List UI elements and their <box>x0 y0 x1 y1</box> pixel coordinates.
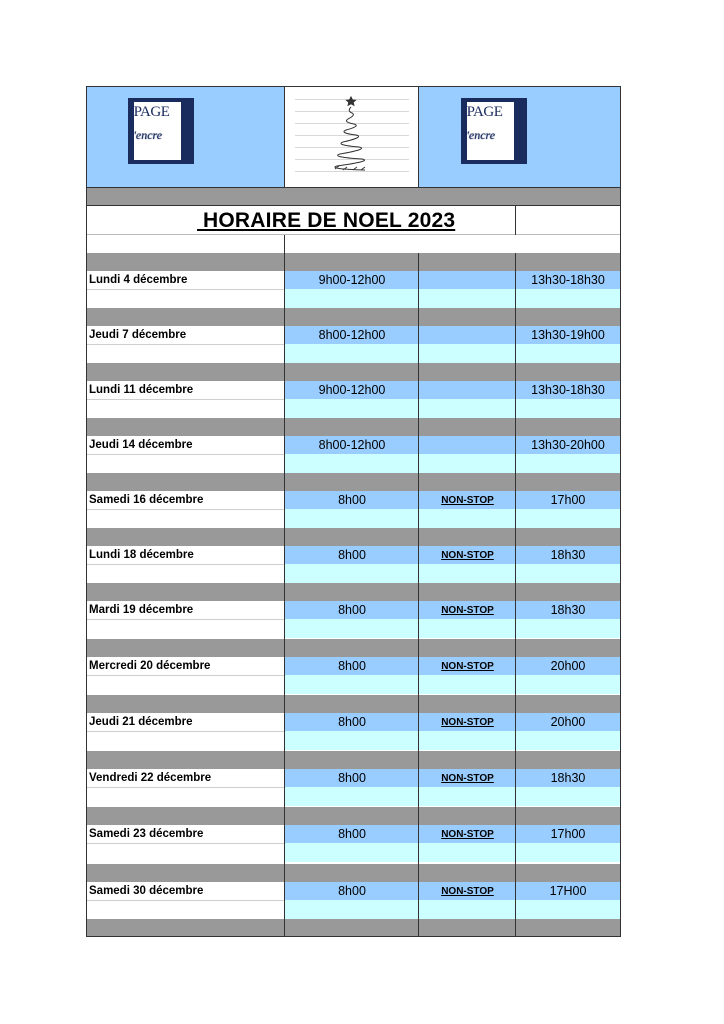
closing-time: 13h30-19h00 <box>531 328 605 342</box>
closing-time: 13h30-18h30 <box>531 383 605 397</box>
column-divider <box>284 235 285 936</box>
row-rule <box>87 675 285 676</box>
closing-time: 20h00 <box>550 659 586 673</box>
row-separator <box>87 807 620 825</box>
row-separator <box>87 473 620 491</box>
day-label: Jeudi 14 décembre <box>89 439 193 451</box>
row-separator <box>87 363 620 381</box>
row-subband <box>285 675 620 694</box>
column-divider <box>515 253 516 936</box>
row-subband <box>285 399 620 418</box>
row-separator <box>87 583 620 601</box>
row-rule <box>87 843 285 844</box>
non-stop-label: NON-STOP <box>441 605 494 616</box>
row-subband <box>285 454 620 473</box>
opening-time: 8h00 <box>338 884 366 898</box>
column-divider <box>418 87 419 188</box>
row-separator <box>87 695 620 713</box>
column-divider <box>515 205 516 235</box>
non-stop-label: NON-STOP <box>441 661 494 672</box>
opening-time: 8h00 <box>338 659 366 673</box>
row-subband <box>285 509 620 528</box>
day-label: Vendredi 22 décembre <box>89 772 212 784</box>
closing-time: 20h00 <box>550 715 586 729</box>
day-label: Jeudi 7 décembre <box>89 329 187 341</box>
bottom-band <box>87 919 620 936</box>
row-rule <box>87 454 285 455</box>
day-label: Samedi 16 décembre <box>89 494 204 506</box>
day-label: Samedi 23 décembre <box>89 828 204 840</box>
schedule-row <box>87 418 620 473</box>
row-subband <box>285 900 620 919</box>
opening-time: 8h00 <box>338 548 366 562</box>
page-encre-logo-right <box>461 98 527 164</box>
row-separator <box>87 308 620 326</box>
non-stop-label: NON-STOP <box>441 495 494 506</box>
non-stop-label <box>419 271 516 289</box>
day-label: Mercredi 20 décembre <box>89 660 211 672</box>
spacer-row <box>87 235 620 253</box>
non-stop-label: NON-STOP <box>441 550 494 561</box>
column-divider <box>284 87 285 188</box>
schedule-title: HORAIRE DE NOEL 2023 <box>197 209 456 232</box>
column-divider <box>418 253 419 936</box>
closing-time: 17h00 <box>550 827 586 841</box>
row-rule <box>87 399 285 400</box>
row-subband <box>285 619 620 638</box>
logo-word-encre: l'encre <box>130 128 163 142</box>
row-subband <box>285 843 620 862</box>
row-separator <box>87 253 620 271</box>
schedule-row <box>87 253 620 308</box>
row-subband <box>285 787 620 806</box>
non-stop-label <box>419 436 516 454</box>
non-stop-label: NON-STOP <box>441 829 494 840</box>
opening-time: 8h00 <box>338 493 366 507</box>
opening-time: 8h00 <box>338 715 366 729</box>
logo-word-encre: l'encre <box>463 128 496 142</box>
christmas-tree-sketch-icon <box>285 87 419 187</box>
schedule-row <box>87 473 620 528</box>
logo-word-page: PAGE <box>133 104 170 120</box>
row-subband <box>285 564 620 583</box>
row-rule <box>87 731 285 732</box>
row-separator <box>87 864 620 882</box>
separator-band <box>87 188 620 205</box>
schedule-row <box>87 363 620 418</box>
row-separator <box>87 528 620 546</box>
schedule-row <box>87 695 620 750</box>
row-subband <box>285 344 620 363</box>
day-label: Lundi 4 décembre <box>89 274 188 286</box>
opening-time: 8h00 <box>338 771 366 785</box>
closing-time: 18h30 <box>550 603 586 617</box>
closing-time: 13h30-18h30 <box>531 273 605 287</box>
non-stop-label: NON-STOP <box>441 773 494 784</box>
schedule-row <box>87 864 620 919</box>
non-stop-label <box>419 326 516 344</box>
day-label: Samedi 30 décembre <box>89 885 204 897</box>
closing-time: 17H00 <box>549 884 587 898</box>
page-encre-logo-left <box>128 98 194 164</box>
schedule-row <box>87 308 620 363</box>
row-separator <box>87 418 620 436</box>
non-stop-label: NON-STOP <box>441 886 494 897</box>
day-label: Lundi 18 décembre <box>89 549 194 561</box>
opening-time: 8h00-12h00 <box>318 438 386 452</box>
row-subband <box>285 289 620 308</box>
day-label: Jeudi 21 décembre <box>89 716 193 728</box>
opening-time: 8h00 <box>338 603 366 617</box>
row-separator <box>87 751 620 769</box>
row-rule <box>87 509 285 510</box>
row-subband <box>285 731 620 750</box>
schedule-row <box>87 528 620 583</box>
row-rule <box>87 289 285 290</box>
schedule-sheet <box>86 86 621 937</box>
tree-cell <box>285 87 419 187</box>
closing-time: 17h00 <box>550 493 586 507</box>
opening-time: 8h00-12h00 <box>318 328 386 342</box>
day-label: Lundi 11 décembre <box>89 384 194 396</box>
row-rule <box>87 787 285 788</box>
schedule-row <box>87 751 620 806</box>
opening-time: 8h00 <box>338 827 366 841</box>
schedule-row <box>87 583 620 638</box>
non-stop-label: NON-STOP <box>441 717 494 728</box>
row-rule <box>87 344 285 345</box>
row-rule <box>87 564 285 565</box>
day-label: Mardi 19 décembre <box>89 604 194 616</box>
schedule-row <box>87 807 620 862</box>
schedule-row <box>87 639 620 694</box>
header-banner <box>87 87 620 188</box>
row-separator <box>87 639 620 657</box>
opening-time: 9h00-12h00 <box>318 273 386 287</box>
closing-time: 18h30 <box>550 771 586 785</box>
logo-word-page: PAGE <box>466 104 503 120</box>
non-stop-label <box>419 381 516 399</box>
title-row <box>87 205 620 235</box>
closing-time: 13h30-20h00 <box>531 438 605 452</box>
row-rule <box>87 619 285 620</box>
opening-time: 9h00-12h00 <box>318 383 386 397</box>
row-rule <box>87 900 285 901</box>
closing-time: 18h30 <box>550 548 586 562</box>
